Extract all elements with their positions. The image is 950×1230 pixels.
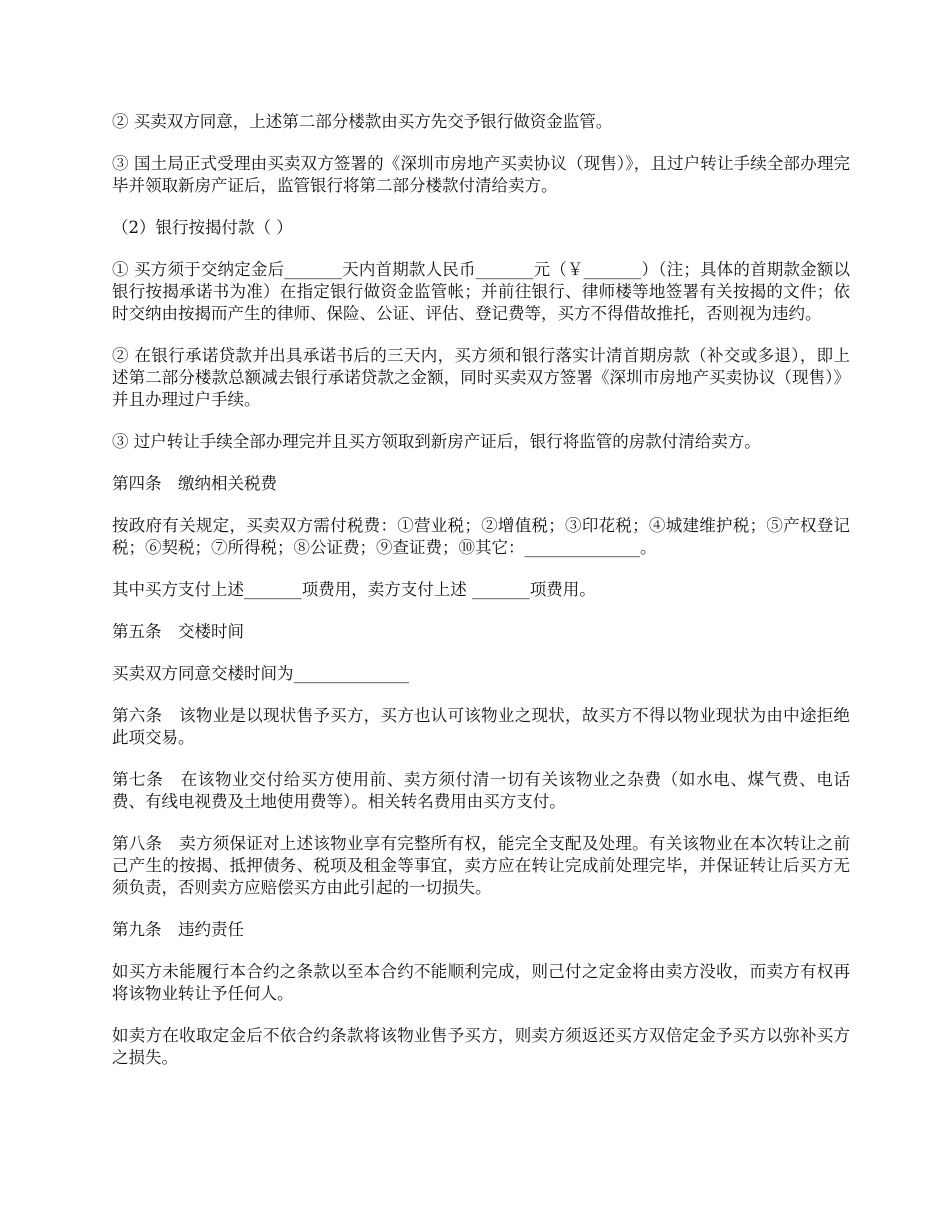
clause-loan-commitment: ② 在银行承诺贷款并出具承诺书后的三天内，买方须和银行落实计清首期房款（补交或多退），即上述第二部分楼款总额减去银行承诺贷款之金额，同时买卖双方签署《深圳市房地产买卖协议（现售）》并且办理过户手续。: [112, 346, 850, 409]
article-4-heading: 第四条 缴纳相关税费: [112, 474, 277, 493]
clause-seller-default: 如卖方在收取定金后不依合约条款将该物业售予买方，则卖方须返还买方双倍定金予买方以弥补买方之损失。: [112, 1026, 850, 1067]
clause-handover-time: 买卖双方同意交楼时间为______________: [112, 664, 409, 683]
clause-bank-supervision-agree: ② 买卖双方同意，上述第二部分楼款由买方先交予银行做资金监管。: [112, 112, 613, 131]
clause-down-payment: ① 买方须于交纳定金后_______天内首期款人民币_______元（￥_______）（注；具体的首期款金额以银行按揭承诺书为准）在指定银行做资金监管帐；并前往银行、律师楼等地签署有关按揭的文件；依时交纳由按揭而产生的律师、保险、公证、评估、登记费等，买方不得借故推托，否则视为违约。: [112, 260, 850, 323]
article-5-heading: 第五条 交楼时间: [112, 622, 244, 641]
article-6: 第六条 该物业是以现状售予买方，买方也认可该物业之现状，故买方不得以物业现状为由中途拒绝此项交易。: [112, 706, 850, 747]
clause-mortgage-payment-title: （2）银行按揭付款（ ）: [112, 218, 293, 237]
article-7: 第七条 在该物业交付给买方使用前、卖方须付清一切有关该物业之杂费（如水电、煤气费、电话费、有线电视费及土地使用费等）。相关转名费用由买方支付。: [112, 770, 850, 811]
clause-tax-split: 其中买方支付上述_______项费用，卖方支付上述 _______项费用。: [112, 580, 596, 599]
clause-tax-list: 按政府有关规定，买卖双方需付税费：①营业税；②增值税；③印花税；④城建维护税；⑤产权登记税；⑥契税；⑦所得税；⑧公证费；⑨查证费；⑩其它：______________。: [112, 516, 850, 557]
article-8: 第八条 卖方须保证对上述该物业享有完整所有权，能完全支配及处理。有关该物业在本次转让之前己产生的按揭、抵押债务、税项及租金等事宜，卖方应在转让完成前处理完毕，并保证转让后买方无须负责，否则卖方应赔偿买方由此引起的一切损失。: [112, 834, 850, 897]
clause-mortgage-release: ③ 过户转让手续全部办理完并且买方领取到新房产证后，银行将监管的房款付清给卖方。: [112, 432, 761, 451]
clause-supervision-release: ③ 国土局正式受理由买卖双方签署的《深圳市房地产买卖协议（现售）》，且过户转让手续全部办理完毕并领取新房产证后，监管银行将第二部分楼款付清给卖方。: [112, 154, 850, 195]
clause-buyer-default: 如买方未能履行本合约之条款以至本合约不能顺利完成，则己付之定金将由卖方没收，而卖方有权再将该物业转让予任何人。: [112, 962, 850, 1003]
article-9-heading: 第九条 违约责任: [112, 920, 244, 939]
